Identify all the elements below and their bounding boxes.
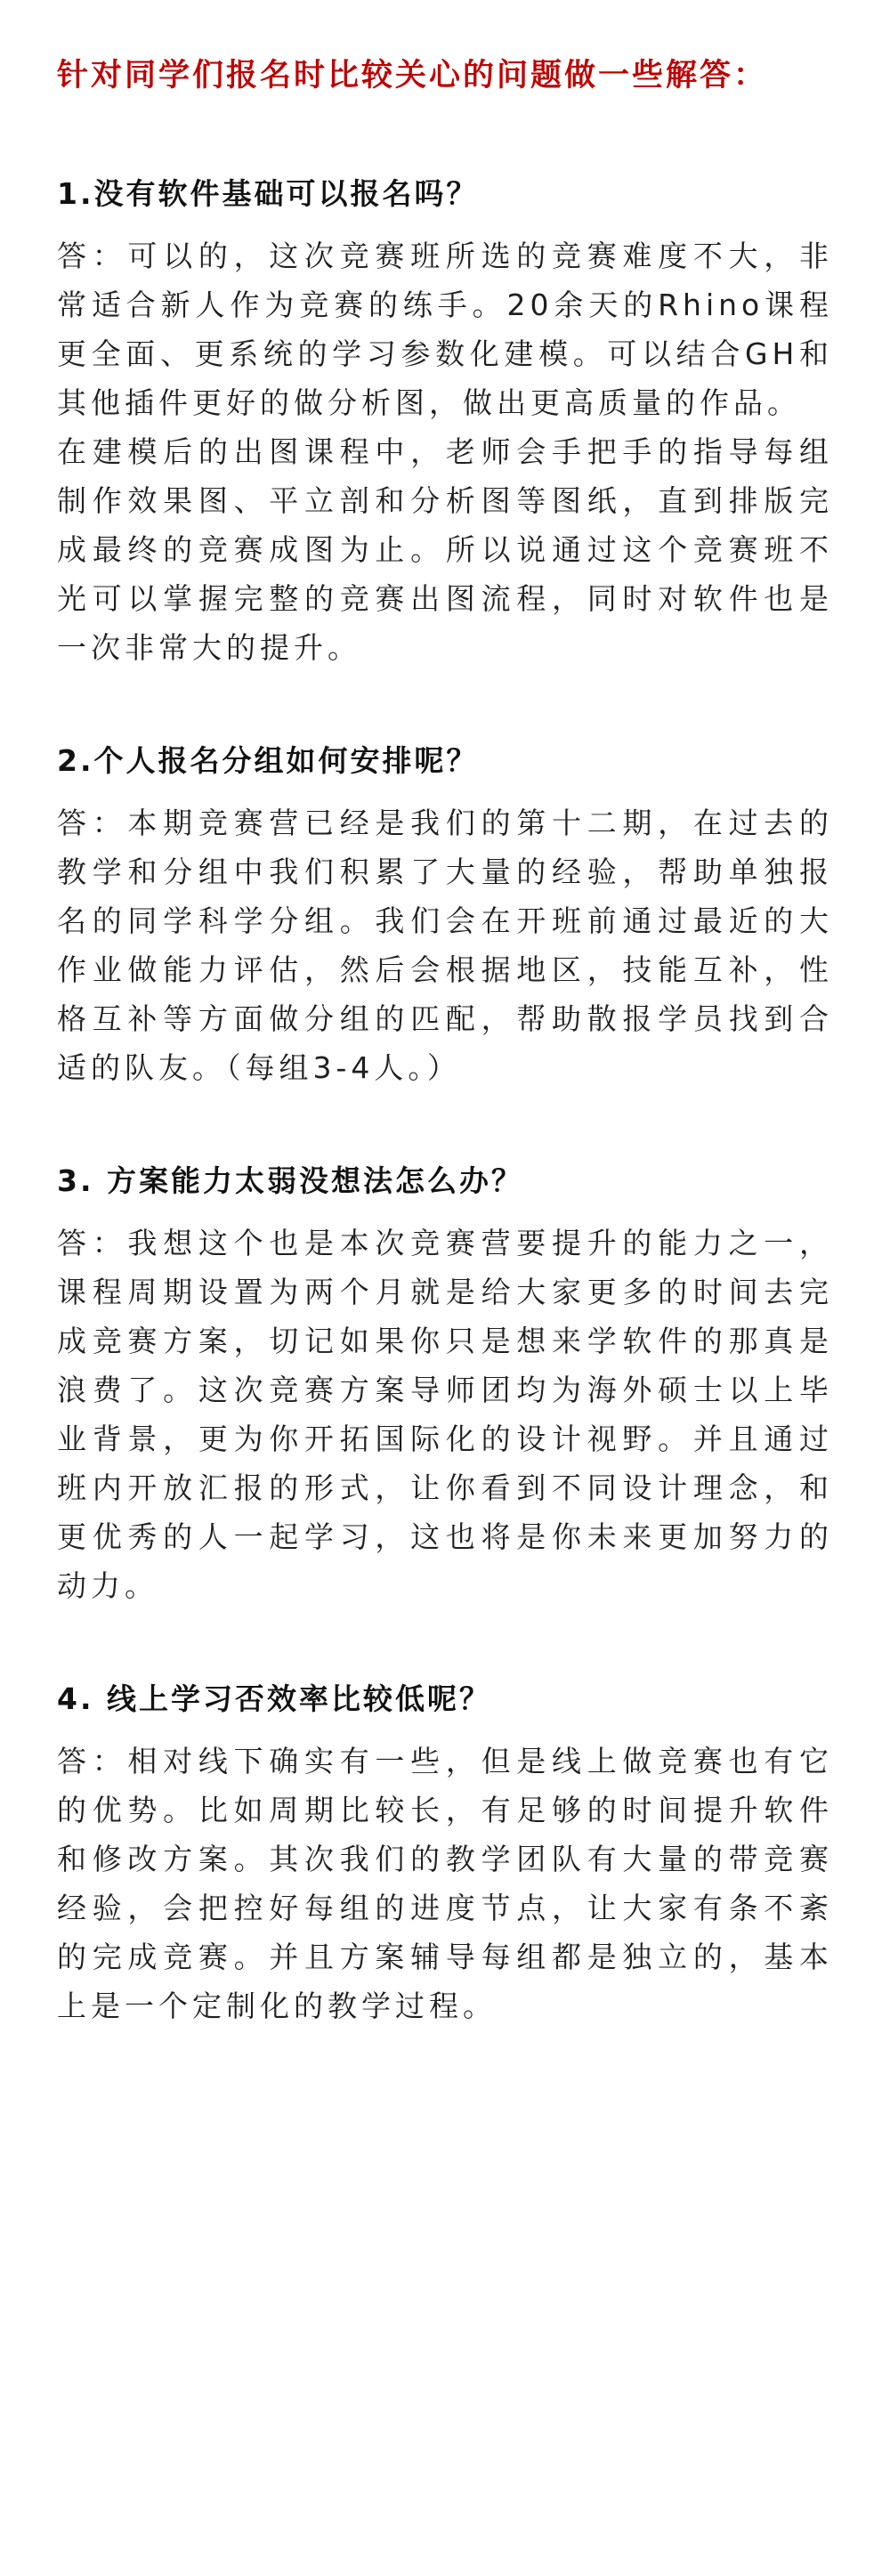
faq-question: 1.没有软件基础可以报名吗？ bbox=[57, 176, 479, 211]
faq-question: 3. 方案能力太弱没想法怎么办？ bbox=[57, 1163, 523, 1198]
faq-answer-paragraph: 答：本期竞赛营已经是我们的第十二期，在过去的教学和分组中我们积累了大量的经验，帮助单独报名的同学科学分组。我们会在开班前通过最近的大作业做能力评估，然后会根据地区，技能互补，性格互补等方面做分组的匹配，帮助散报学员找到合适的队友。（每组3-4人。） bbox=[57, 806, 833, 1085]
faq-answer-paragraph: 在建模后的出图课程中，老师会手把手的指导每组制作效果图、平立剖和分析图等图纸，直到排版完成最终的竞赛成图为止。所以说通过这个竞赛班不光可以掌握完整的竞赛出图流程，同时对软件也是一次非常大的提升。 bbox=[57, 434, 833, 665]
intro-heading: 针对同学们报名时比较关心的问题做一些解答： bbox=[57, 58, 768, 93]
faq-question: 4. 线上学习否效率比较低呢？ bbox=[57, 1681, 491, 1716]
faq-item-3 bbox=[57, 1160, 833, 1610]
faq-answer-paragraph: 答：我想这个也是本次竞赛营要提升的能力之一，课程周期设置为两个月就是给大家更多的时间去完成竞赛方案，切记如果你只是想来学软件的那真是浪费了。这次竞赛方案导师团均为海外硕士以上毕业背景，更为你开拓国际化的设计视野。并且通过班内开放汇报的形式，让你看到不同设计理念，和更优秀的人一起学习，这也将是你未来更加努力的动力。 bbox=[57, 1226, 833, 1603]
faq-answer-paragraph: 答：相对线下确实有一些，但是线上做竞赛也有它的优势。比如周期比较长，有足够的时间提升软件和修改方案。其次我们的教学团队有大量的带竞赛经验，会把控好每组的进度节点，让大家有条不紊的完成竞赛。并且方案辅导每组都是独立的，基本上是一个定制化的教学过程。 bbox=[57, 1744, 833, 2023]
faq-item-4 bbox=[57, 1678, 833, 2030]
faq-question: 2.个人报名分组如何安排呢？ bbox=[57, 743, 479, 778]
faq-item-1 bbox=[57, 173, 833, 672]
faq-item-2 bbox=[57, 740, 833, 1092]
faq-answer-paragraph: 答：可以的，这次竞赛班所选的竞赛难度不大，非常适合新人作为竞赛的练手。20余天的Rhino课程更全面、更系统的学习参数化建模。可以结合GH和其他插件更好的做分析图，做出更高质量的作品。 bbox=[57, 239, 833, 420]
